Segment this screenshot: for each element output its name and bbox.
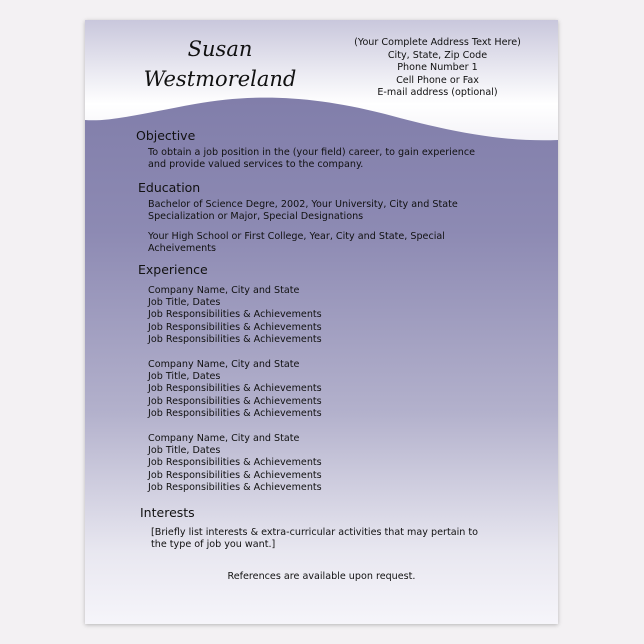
job-company: Company Name, City and State: [148, 359, 300, 370]
job-responsibility: Job Responsibilities & Achievements: [148, 321, 322, 333]
experience-job: [148, 285, 488, 346]
job-responsibility: Job Responsibilities & Achievements: [148, 481, 322, 493]
job-responsibility: Job Responsibilities & Achievements: [148, 469, 322, 481]
experience-job: [148, 433, 488, 494]
education-heading: Education: [138, 180, 201, 195]
objective-line: and provide valued services to the company.: [148, 159, 364, 171]
job-responsibility: Job Responsibilities & Achievements: [148, 457, 322, 469]
contact-phone: Phone Number 1: [397, 62, 478, 74]
interests-text: [151, 527, 511, 551]
objective-heading: Objective: [136, 128, 196, 143]
references-note: References are available upon request.: [227, 571, 416, 582]
education-line: Specialization or Major, Special Designations: [148, 211, 364, 223]
contact-city: City, State, Zip Code: [387, 49, 488, 61]
education-entry: [148, 231, 488, 255]
job-responsibility: Job Responsibilities & Achievements: [148, 407, 322, 419]
job-title: Job Title, Dates: [148, 371, 221, 383]
applicant-name: [140, 34, 300, 94]
objective-line: To obtain a job position in the (your field) career, to gain experience: [148, 147, 475, 158]
experience-heading: Experience: [138, 262, 208, 277]
job-company: Company Name, City and State: [148, 433, 300, 444]
contact-email: E-mail address (optional): [377, 87, 498, 99]
experience-job: [148, 359, 488, 420]
job-responsibility: Job Responsibilities & Achievements: [148, 333, 322, 345]
objective-text: [148, 147, 488, 171]
job-title: Job Title, Dates: [148, 297, 221, 309]
contact-block: [335, 37, 540, 100]
education-entry: [148, 199, 488, 223]
resume-sheet: [85, 20, 558, 624]
job-title: Job Title, Dates: [148, 445, 221, 457]
education-line: Acheivements: [148, 243, 216, 255]
job-company: Company Name, City and State: [148, 285, 300, 296]
education-line: Your High School or First College, Year, City and State, Special: [148, 231, 445, 242]
first-name: Susan: [187, 37, 253, 61]
job-responsibility: Job Responsibilities & Achievements: [148, 383, 322, 395]
last-name: Westmoreland: [143, 67, 297, 91]
interests-heading: Interests: [140, 505, 195, 520]
job-responsibility: Job Responsibilities & Achievements: [148, 395, 322, 407]
job-responsibility: Job Responsibilities & Achievements: [148, 309, 322, 321]
contact-address: (Your Complete Address Text Here): [354, 37, 521, 48]
interests-line: [Briefly list interests & extra-curricular activities that may pertain to: [151, 527, 479, 538]
interests-line: the type of job you want.]: [151, 539, 276, 551]
education-line: Bachelor of Science Degre, 2002, Your University, City and State: [148, 199, 458, 210]
contact-cell: Cell Phone or Fax: [396, 74, 479, 86]
